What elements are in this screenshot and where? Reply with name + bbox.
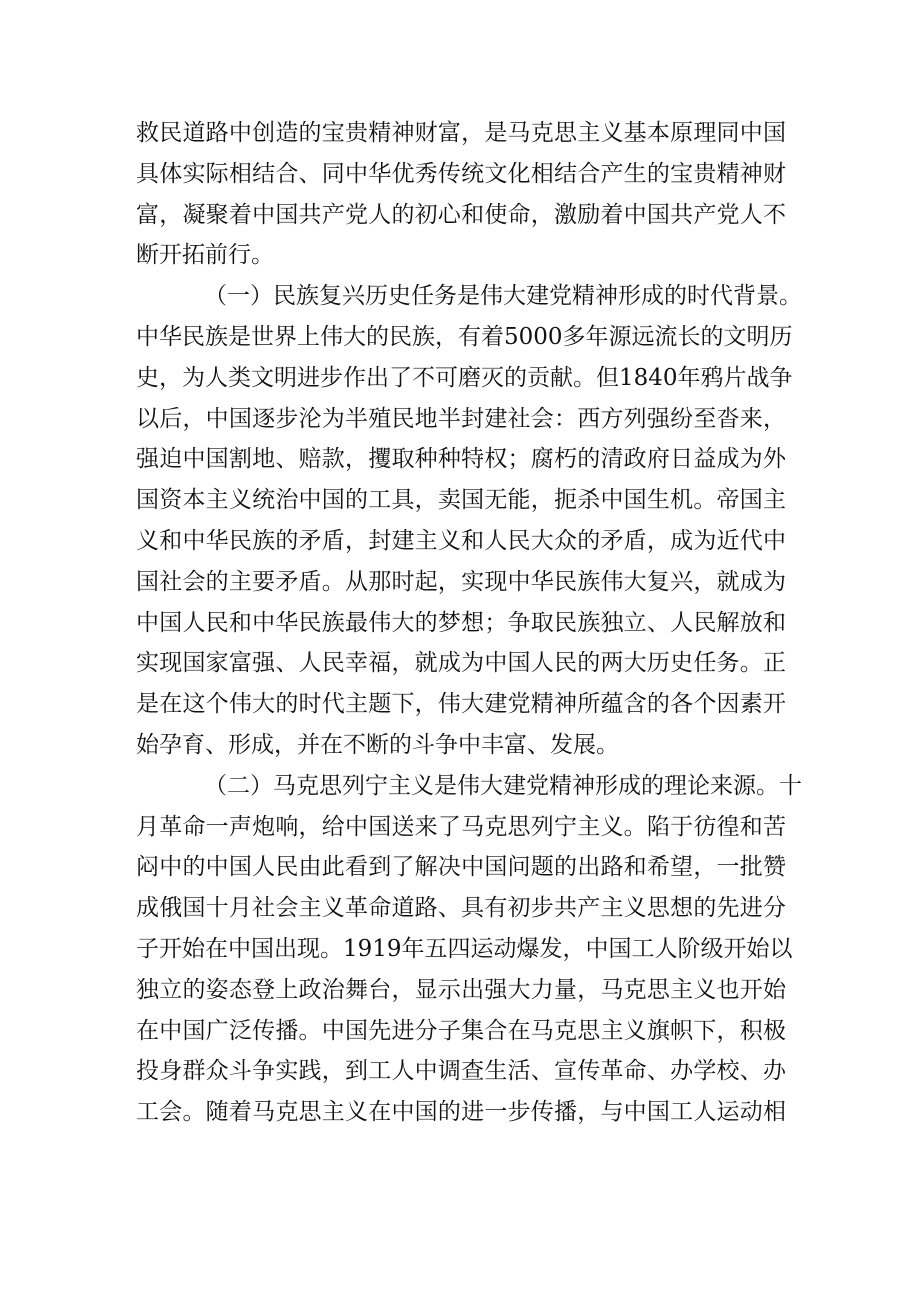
text-line: 中华民族是世界上伟大的民族，有着5000多年源远流长的文明历: [136, 323, 793, 350]
text-line: 断开拓前行。: [136, 242, 274, 269]
text-line: 闷中的中国人民由此看到了解决中国问题的出路和希望，一批赞: [136, 854, 786, 881]
text-line: 投身群众斗争实践，到工人中调查生活、宣传革命、办学校、办: [136, 1058, 786, 1085]
text-line: 成俄国十月社会主义革命道路、具有初步共产主义思想的先进分: [136, 895, 786, 922]
text-line: 史，为人类文明进步作出了不可磨灭的贡献。但1840年鸦片战争: [136, 364, 793, 391]
text-line: 国社会的主要矛盾。从那时起，实现中华民族伟大复兴，就成为: [136, 568, 786, 595]
text-line: 实现国家富强、人民幸福，就成为中国人民的两大历史任务。正: [136, 650, 786, 677]
section-heading-line: （二）马克思列宁主义是伟大建党精神形成的理论来源。十: [204, 772, 802, 799]
text-line: 中国人民和中华民族最伟大的梦想；争取民族独立、人民解放和: [136, 609, 786, 636]
text-line: 子开始在中国出现。1919年五四运动爆发，中国工人阶级开始以: [136, 935, 793, 962]
text-line: 始孕育、形成，并在不断的斗争中丰富、发展。: [136, 731, 619, 758]
text-line: 具体实际相结合、同中华优秀传统文化相结合产生的宝贵精神财: [136, 160, 786, 187]
body-text: [136, 113, 802, 1133]
paragraph: [136, 113, 786, 276]
paragraph: [136, 766, 802, 1133]
section-heading-line: （一）民族复兴历史任务是伟大建党精神形成的时代背景。: [204, 283, 802, 310]
text-line: 月革命一声炮响，给中国送来了马克思列宁主义。陷于彷徨和苦: [136, 813, 786, 840]
text-line: 是在这个伟大的时代主题下，伟大建党精神所蕴含的各个因素开: [136, 691, 786, 718]
text-line: 富，凝聚着中国共产党人的初心和使命，激励着中国共产党人不: [136, 201, 786, 228]
text-line: 救民道路中创造的宝贵精神财富，是马克思主义基本原理同中国: [136, 120, 786, 146]
text-line: 工会。随着马克思主义在中国的进一步传播，与中国工人运动相: [136, 1099, 786, 1126]
text-line: 以后，中国逐步沦为半殖民地半封建社会：西方列强纷至沓来，: [136, 405, 786, 432]
text-line: 国资本主义统治中国的工具，卖国无能，扼杀中国生机。帝国主: [136, 487, 786, 514]
text-line: 义和中华民族的矛盾，封建主义和人民大众的矛盾，成为近代中: [136, 527, 786, 554]
text-line: 在中国广泛传播。中国先进分子集合在马克思主义旗帜下，积极: [136, 1017, 786, 1044]
text-line: 独立的姿态登上政治舞台，显示出强大力量，马克思主义也开始: [136, 976, 786, 1003]
paragraph: [136, 276, 802, 766]
text-line: 强迫中国割地、赔款，攫取种种特权；腐朽的清政府日益成为外: [136, 446, 786, 473]
